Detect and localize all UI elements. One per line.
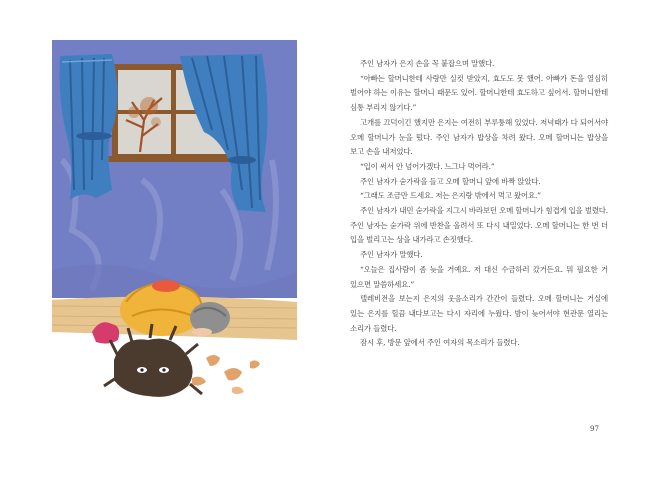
paragraph: 텔레비전을 보는지 은지의 웃음소리가 간간이 들렸다. 오메 할머니는 거실에 있는 은지를 힐끔 내다보고는 다시 자리에 누웠다. 밤이 늦어서야 현관문 열리는 소리가 들렸다. — [350, 294, 608, 333]
story-text — [350, 57, 608, 351]
paragraph: 주인 남자가 은지 손을 꼭 붙잡으며 말했다. — [360, 59, 495, 68]
paragraph: 주인 남자가 말했다. — [360, 250, 423, 260]
story-illustration — [52, 40, 297, 420]
page-number: 97 — [590, 425, 599, 433]
paragraph: 주인 남자가 내민 숟가락을 지그시 바라보던 오메 할머니가 힘겹게 입을 벌렸다. 주인 남자는 숟가락 위에 반찬을 올려서 또 다시 내밀었다. 오메 할머니는 한 번 더 입을 벌리고는 상을 내가라고 손짓했다. — [350, 206, 608, 245]
paragraph: “입이 써서 안 넘어가겠다. 느그나 먹어라.” — [360, 161, 495, 171]
paragraph: 잠시 후, 방문 앞에서 주인 여자의 목소리가 들렸다. — [360, 338, 520, 348]
paragraph: “그래도 조금만 드세요. 저는 은지랑 밖에서 먹고 왔어요.” — [360, 191, 541, 201]
paragraph: 고개를 끄덕이긴 했지만 은지는 여전히 부루퉁해 있었다. 저녁때가 다 되어서야 오메 할머니가 눈을 떴다. 주인 남자가 밥상을 차려 왔다. 오메 할머니는 밥상을 보고 손을 내저었다. — [350, 117, 608, 157]
paragraph: “오늘은 집사람이 좀 늦을 거예요. 저 대신 수금하러 갔거든요. 뭐 필요한 거 있으면 말씀하세요.” — [350, 264, 608, 289]
paragraph: “아빠는 할머니한테 사랑만 실컷 받았지, 효도도 못 했어. 아빠가 돈을 열심히 벌어야 하는 이유는 할머니 때문도 있어. 할머니한테 효도하고 싶어서. 할머니한테 심통 부리지 않기다.” — [350, 73, 608, 113]
paragraph: 주인 남자가 숟가락을 들고 오메 할머니 앞에 바짝 앉았다. — [360, 176, 541, 186]
